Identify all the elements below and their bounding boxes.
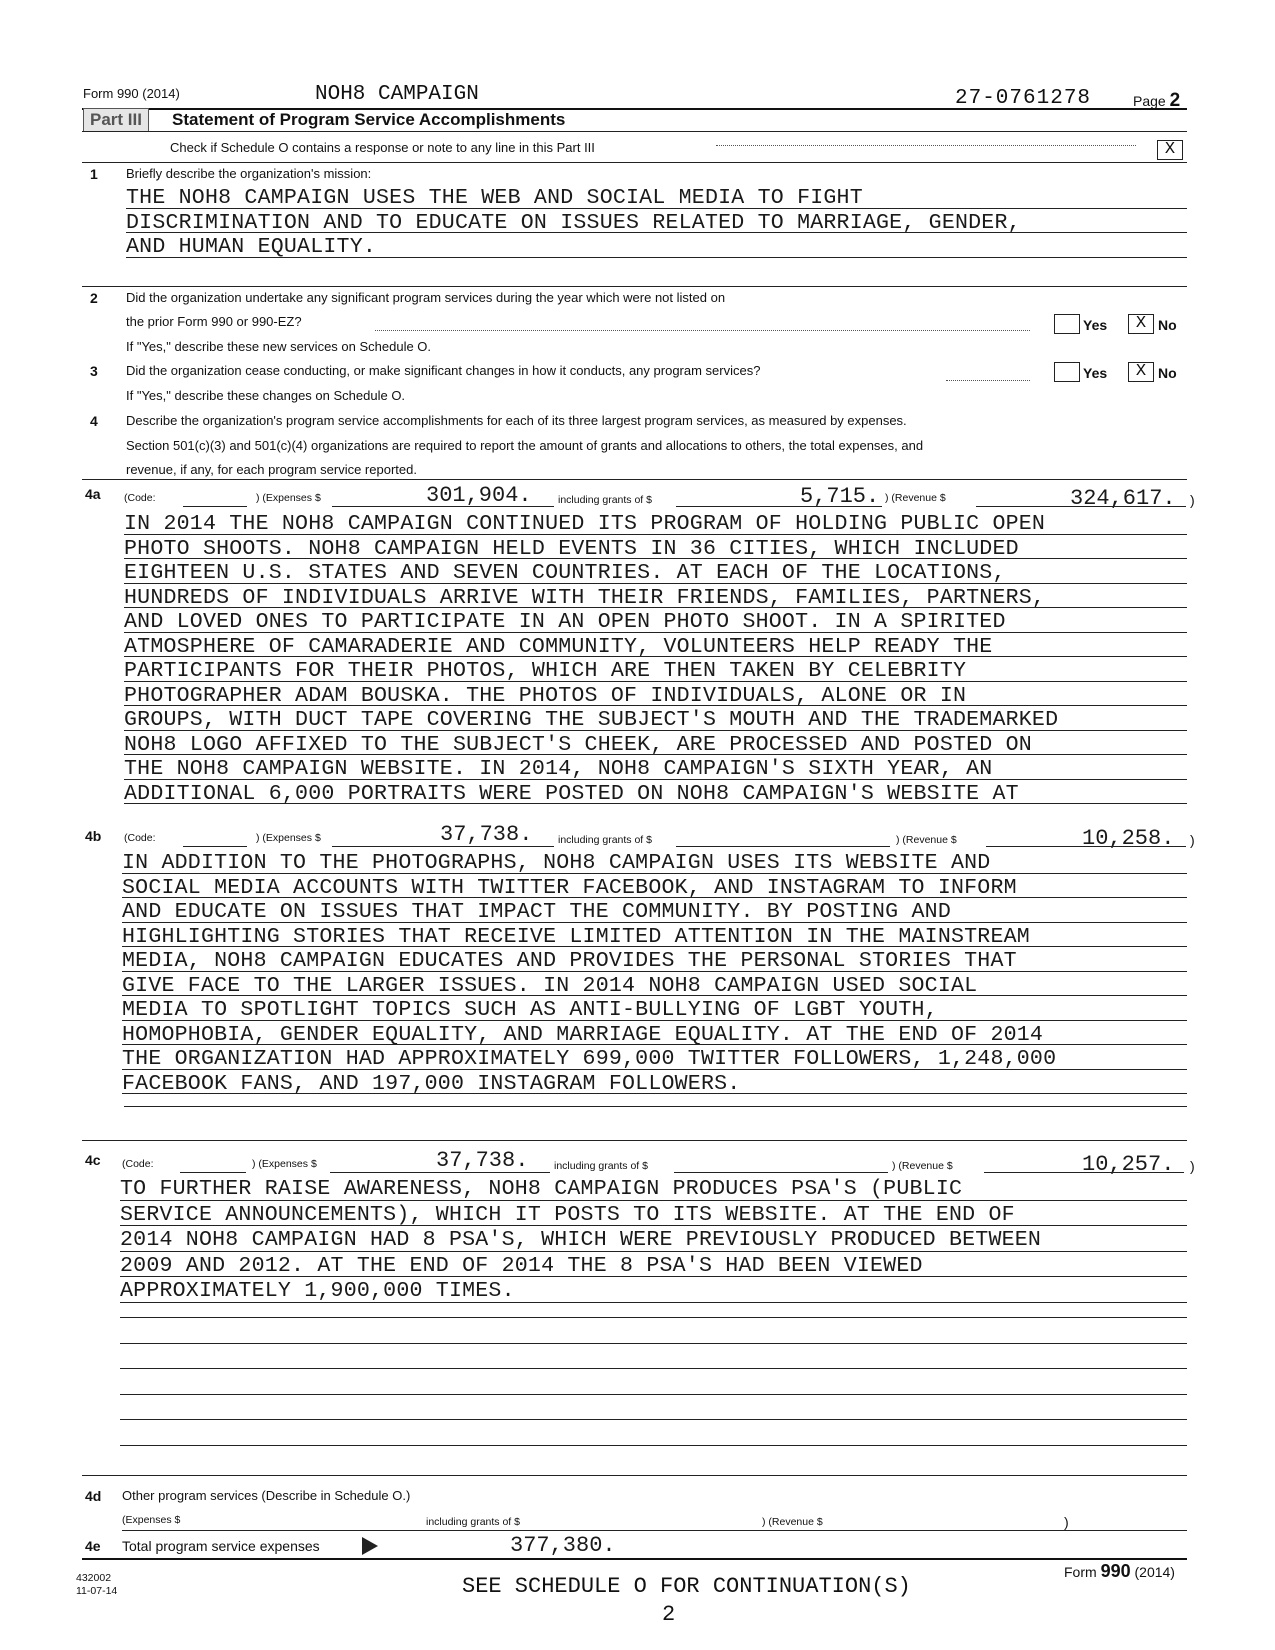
text-underline (124, 705, 1187, 706)
code-label: (Code: (124, 832, 156, 844)
mission-prompt: Briefly describe the organization's mission: (126, 166, 372, 181)
rule (82, 286, 1187, 287)
4c-revenue-value: 10,257. (1082, 1152, 1175, 1177)
schedule-o-checkbox[interactable]: X (1157, 140, 1183, 160)
line3-text-a: Did the organization cease conducting, or make significant changes in how it conducts, any program services? (126, 363, 761, 378)
text-underline (126, 208, 1187, 209)
text-underline (120, 1276, 1187, 1277)
expenses-label: ) (Expenses $ (252, 1158, 317, 1170)
text-line: ATMOSPHERE OF CAMARADERIE AND COMMUNITY, VOLUNTEERS HELP READY THE (124, 634, 993, 659)
text-line: 2014 NOH8 CAMPAIGN HAD 8 PSA'S, WHICH WERE PREVIOUSLY PRODUCED BETWEEN (120, 1228, 1042, 1252)
code-label: (Code: (122, 1158, 154, 1170)
text-underline (124, 730, 1187, 731)
close-paren: ) (1190, 492, 1195, 508)
4a-expenses-value: 301,904. (426, 483, 532, 508)
text-underline (120, 1251, 1187, 1252)
rule (82, 1558, 1187, 1560)
expenses-label: ) (Expenses $ (256, 492, 321, 504)
text-line: TO FURTHER RAISE AWARENESS, NOH8 CAMPAIGN PRODUCES PSA'S (PUBLIC (120, 1177, 963, 1201)
page-prefix: Page (1133, 93, 1166, 109)
text-line: THE NOH8 CAMPAIGN WEBSITE. IN 2014, NOH8 CAMPAIGN'S SIXTH YEAR, AN (124, 757, 993, 781)
line4-text-b: Section 501(c)(3) and 501(c)(4) organizations are required to report the amount of grants and allocations to others, the total expenses, and (126, 438, 924, 453)
text-underline (122, 922, 1187, 923)
line2-text-c: If "Yes," describe these new services on Schedule O. (126, 339, 432, 354)
expenses-underline (332, 846, 554, 847)
line-number: 4c (85, 1152, 101, 1168)
revenue-label: ) (Revenue $ (885, 492, 946, 504)
4b-revenue-value: 10,258. (1082, 826, 1175, 851)
text-underline (120, 1302, 1187, 1303)
expenses-underline (332, 506, 554, 507)
form-prefix: Form (1064, 1564, 1097, 1580)
text-line: AND LOVED ONES TO PARTICIPATE IN AN OPEN PHOTO SHOOT. IN A SPIRITED (124, 610, 1006, 634)
grants-label: including grants of $ (558, 834, 652, 846)
text-line: ADDITIONAL 6,000 PORTRAITS WERE POSTED ON NOH8 CAMPAIGN'S WEBSITE AT (124, 781, 1019, 806)
blank-line (120, 1394, 1187, 1395)
revenue-underline (976, 506, 1186, 507)
form-year: (2014) (1134, 1564, 1175, 1580)
line-number: 4e (85, 1538, 101, 1554)
part-label: Part III (83, 108, 149, 132)
revenue-label: ) (Revenue $ (892, 1160, 953, 1172)
rule (82, 479, 1187, 480)
text-underline (120, 1200, 1187, 1201)
close-paren: ) (1190, 1158, 1195, 1174)
close-paren: ) (1190, 832, 1195, 848)
text-underline (122, 897, 1187, 898)
close-paren: ) (1064, 1514, 1069, 1530)
text-line: EIGHTEEN U.S. STATES AND SEVEN COUNTRIES. AT EACH OF THE LOCATIONS, (124, 561, 1006, 585)
line2-no-label: No (1158, 317, 1177, 333)
text-line: SERVICE ANNOUNCEMENTS), WHICH IT POSTS TO ITS WEBSITE. AT THE END OF (120, 1202, 1015, 1227)
text-underline (124, 803, 1187, 804)
line3-text-b: If "Yes," describe these changes on Schedule O. (126, 388, 406, 403)
arrow-icon (362, 1537, 378, 1555)
text-line: GROUPS, WITH DUCT TAPE COVERING THE SUBJECT'S MOUTH AND THE TRADEMARKED (124, 708, 1059, 732)
text-line: AND HUMAN EQUALITY. (126, 235, 377, 259)
dot-leader (716, 145, 1136, 146)
line3-no-checkbox[interactable]: X (1128, 362, 1154, 382)
text-underline (122, 873, 1187, 874)
grants-label: including grants of $ (558, 494, 652, 506)
text-underline (122, 971, 1187, 972)
text-line: NOH8 LOGO AFFIXED TO THE SUBJECT'S CHEEK, ARE PROCESSED AND POSTED ON (124, 732, 1032, 757)
text-line: FACEBOOK FANS, AND 197,000 INSTAGRAM FOLLOWERS. (122, 1071, 741, 1096)
line2-text-b: the prior Form 990 or 990-EZ? (126, 314, 302, 329)
blank-line (120, 1368, 1187, 1369)
blank-line (120, 1419, 1187, 1420)
form-number: 990 (1100, 1561, 1131, 1581)
blank-line (120, 1317, 1187, 1318)
code-underline (180, 1172, 246, 1173)
text-underline (124, 583, 1187, 584)
expenses-underline (330, 1172, 550, 1173)
text-underline (124, 779, 1187, 780)
blank-line (120, 1343, 1187, 1344)
blank-line (120, 1445, 1187, 1446)
text-line: APPROXIMATELY 1,900,000 TIMES. (120, 1279, 515, 1303)
line-number: 2 (90, 290, 98, 306)
line-number: 4d (85, 1488, 102, 1504)
text-line: PARTICIPANTS FOR THEIR PHOTOS, WHICH ARE THEN TAKEN BY CELEBRITY (124, 659, 967, 683)
rule (82, 1475, 1187, 1476)
line4-text-a: Describe the organization's program service accomplishments for each of its three largest program services, as measured by expenses. (126, 413, 907, 428)
4c-expenses-value: 37,738. (436, 1148, 529, 1173)
grants-underline (676, 846, 890, 847)
text-underline (124, 754, 1187, 755)
footer-form-label (1064, 1561, 1175, 1582)
form-label: Form 990 (2014) (83, 86, 180, 101)
blank-line (124, 1106, 1187, 1107)
revenue-underline (984, 1172, 1184, 1173)
text-line: MEDIA, NOH8 CAMPAIGN EDUCATES AND PROVIDES THE PERSONAL STORIES THAT (122, 949, 1017, 973)
part-rule (82, 131, 1187, 132)
text-underline (124, 534, 1187, 535)
text-underline (122, 1069, 1187, 1070)
line2-yes-checkbox[interactable] (1054, 314, 1080, 334)
4a-grants-value: 5,715. (800, 484, 880, 509)
line-number: 4b (85, 828, 102, 844)
code-underline (183, 846, 247, 847)
line2-text-a: Did the organization undertake any significant program services during the year which were not listed on (126, 290, 726, 305)
ein: 27-0761278 (955, 87, 1092, 110)
grants-underline (676, 506, 882, 507)
4a-revenue-value: 324,617. (1070, 486, 1176, 511)
part-title: Statement of Program Service Accomplishments (172, 110, 566, 129)
text-underline (122, 1044, 1187, 1045)
4d-revenue-label: ) (Revenue $ (762, 1516, 823, 1528)
revenue-label: ) (Revenue $ (896, 834, 957, 846)
grants-label: including grants of $ (554, 1160, 648, 1172)
text-underline (122, 995, 1187, 996)
line3-yes-checkbox[interactable] (1054, 362, 1080, 382)
line-number: 4a (85, 486, 101, 502)
dot-leader (946, 380, 1030, 381)
line-number: 3 (90, 363, 98, 379)
4e-text: Total program service expenses (122, 1538, 320, 1554)
text-underline (124, 558, 1187, 559)
form-date-code: 11-07-14 (76, 1585, 118, 1597)
text-line: THE ORGANIZATION HAD APPROXIMATELY 699,000 TWITTER FOLLOWERS, 1,248,000 (122, 1047, 1057, 1071)
continuation-note: SEE SCHEDULE O FOR CONTINUATION(S) (462, 1574, 911, 1599)
text-underline (124, 681, 1187, 682)
org-name: NOH8 CAMPAIGN (315, 83, 479, 106)
text-line: PHOTOGRAPHER ADAM BOUSKA. THE PHOTOS OF INDIVIDUALS, ALONE OR IN (124, 683, 967, 708)
text-line: IN 2014 THE NOH8 CAMPAIGN CONTINUED ITS PROGRAM OF HOLDING PUBLIC OPEN (124, 512, 1046, 536)
rule (122, 1530, 1187, 1531)
text-line: DISCRIMINATION AND TO EDUCATE ON ISSUES RELATED TO MARRIAGE, GENDER, (126, 210, 1021, 235)
text-underline (124, 607, 1187, 608)
schedule-o-check-text: Check if Schedule O contains a response or note to any line in this Part III (170, 140, 595, 155)
text-line: MEDIA TO SPOTLIGHT TOPICS SUCH AS ANTI-BULLYING OF LGBT YOUTH, (122, 998, 938, 1022)
code-label: (Code: (124, 492, 156, 504)
4d-grants-label: including grants of $ (426, 1516, 520, 1528)
text-line: HOMOPHOBIA, GENDER EQUALITY, AND MARRIAGE EQUALITY. AT THE END OF 2014 (122, 1022, 1044, 1047)
line2-no-checkbox[interactable]: X (1128, 314, 1154, 334)
line-number: 1 (90, 166, 98, 182)
text-underline (124, 632, 1187, 633)
text-line: AND EDUCATE ON ISSUES THAT IMPACT THE COMMUNITY. BY POSTING AND (122, 900, 951, 924)
dot-leader (375, 330, 1030, 331)
line3-yes-label: Yes (1083, 365, 1108, 381)
line2-yes-label: Yes (1083, 317, 1108, 333)
text-underline (122, 946, 1187, 947)
revenue-underline (986, 846, 1186, 847)
text-underline (126, 232, 1187, 233)
text-underline (120, 1225, 1187, 1226)
4b-expenses-value: 37,738. (440, 822, 533, 847)
line4-text-c: revenue, if any, for each program service reported. (126, 462, 417, 477)
rule (82, 162, 1187, 163)
text-line: 2009 AND 2012. AT THE END OF 2014 THE 8 PSA'S HAD BEEN VIEWED (120, 1253, 923, 1278)
code-underline (183, 506, 247, 507)
grants-underline (674, 1172, 888, 1173)
text-underline (122, 1093, 1187, 1094)
text-line: HIGHLIGHTING STORIES THAT RECEIVE LIMITED ATTENTION IN THE MAINSTREAM (122, 924, 1030, 949)
4e-total-value: 377,380. (510, 1533, 616, 1558)
rule (82, 1140, 1187, 1141)
text-line: IN ADDITION TO THE PHOTOGRAPHS, NOH8 CAMPAIGN USES ITS WEBSITE AND (122, 851, 991, 875)
text-underline (124, 656, 1187, 657)
form-code: 432002 (76, 1572, 112, 1584)
text-underline (126, 257, 1187, 258)
text-line: PHOTO SHOOTS. NOH8 CAMPAIGN HELD EVENTS IN 36 CITIES, WHICH INCLUDED (124, 536, 1019, 561)
line3-no-label: No (1158, 365, 1177, 381)
expenses-label: ) (Expenses $ (256, 832, 321, 844)
4d-expenses-label: (Expenses $ (122, 1514, 181, 1526)
line-number: 4 (90, 413, 98, 429)
page-footer-number: 2 (662, 1602, 676, 1627)
text-line: THE NOH8 CAMPAIGN USES THE WEB AND SOCIAL MEDIA TO FIGHT (126, 186, 863, 210)
text-line: HUNDREDS OF INDIVIDUALS ARRIVE WITH THEIR FRIENDS, FAMILIES, PARTNERS, (124, 585, 1046, 610)
4d-text: Other program services (Describe in Schedule O.) (122, 1488, 411, 1503)
text-line: GIVE FACE TO THE LARGER ISSUES. IN 2014 NOH8 CAMPAIGN USED SOCIAL (122, 973, 978, 998)
text-line: SOCIAL MEDIA ACCOUNTS WITH TWITTER FACEBOOK, AND INSTAGRAM TO INFORM (122, 875, 1017, 900)
page-number: 2 (1169, 90, 1181, 111)
text-underline (122, 1020, 1187, 1021)
